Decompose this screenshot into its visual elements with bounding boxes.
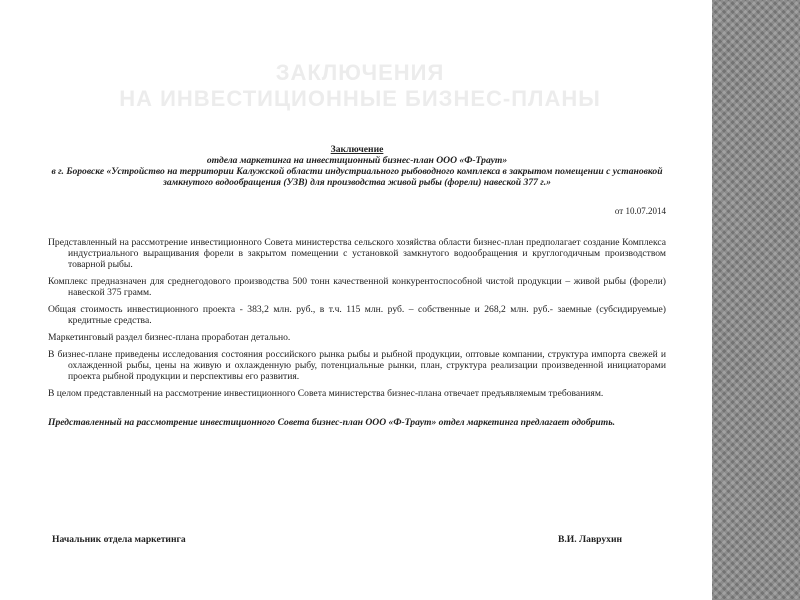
paragraph-4: Маркетинговый раздел бизнес-плана проработан детально. [48,332,291,343]
slide-title-line-2: НА ИНВЕСТИЦИОННЫЕ БИЗНЕС-ПЛАНЫ [119,86,601,111]
signature-position: Начальник отдела маркетинга [52,534,186,545]
paragraph-1: Представленный на рассмотрение инвестиционного Совета министерства сельского хозяйства области бизнес-план предполагает создание Комплекса индустриального выращивания форели в закрытом помещении с установкой замкнутого водообращения и круглогодичным производством товарной рыбы. [48,237,666,270]
paragraph-2: Комплекс предназначен для среднегодового производства 500 тонн качественной конкурентоспособной чистой продукции – живой рыбы (форели) навеской 375 грамм. [48,276,666,298]
conclusion-paragraph: Представленный на рассмотрение инвестиционного Совета бизнес-план ООО «Ф-Траут» отдел маркетинга предлагает одобрить. [48,417,616,428]
paragraph-3: Общая стоимость инвестиционного проекта - 383,2 млн. руб., в т.ч. 115 млн. руб. – собственные и 268,2 млн. руб.- заемные (субсидируемые) кредитные средства. [48,304,666,326]
document-body [48,144,666,428]
slide-title [40,60,680,112]
slide-title-line-1: ЗАКЛЮЧЕНИЯ [275,60,445,85]
document-header [48,144,666,188]
document-date: от 10.07.2014 [614,206,666,216]
document-subheading: отдела маркетинга на инвестиционный бизнес-план ООО «Ф-Траут» [206,155,508,166]
document-heading: Заключение [330,144,384,155]
paragraph-5: В бизнес-плане приведены исследования состояния российского рынка рыбы и рыбной продукции, оптовые компании, структура импорта свежей и охлажденной рыбы, цены на живую и охлажденную рыбу, потенциальные рынки, план, структура реализации произведенной инициаторами проекта рыбной продукции и перспективы его развития. [48,349,666,382]
decorative-side-band [712,0,800,600]
signature-line [52,534,622,545]
signature-name: В.И. Лаврухин [557,534,622,545]
paragraph-6: В целом представленный на рассмотрение инвестиционного Совета министерства бизнес-плана отвечает предъявляемым требованиям. [48,388,604,399]
document-project-title: в г. Боровске «Устройство на территории Калужской области индустриального рыбоводного комплекса в закрытом помещении с установкой замкнутого водообращения (УЗВ) для производства живой рыбы (форели) навеской 377 г.» [51,166,663,188]
